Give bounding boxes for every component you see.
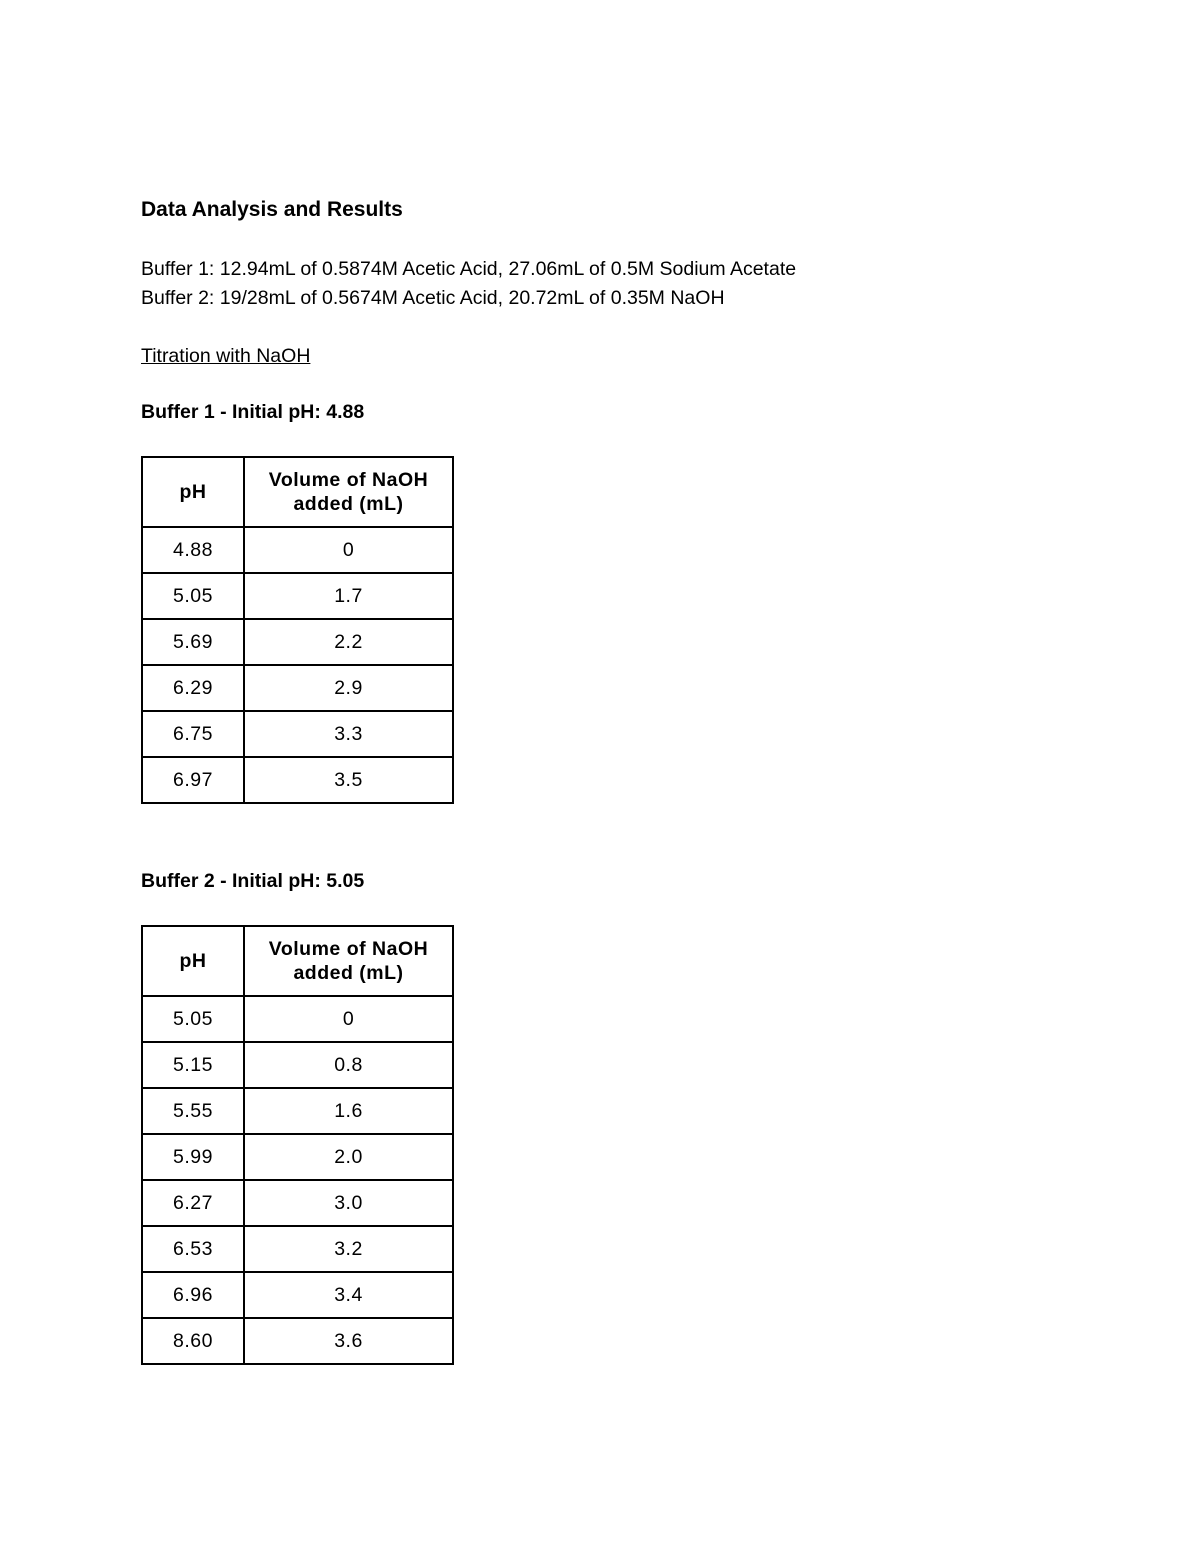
volume-cell: 3.6 — [244, 1318, 453, 1364]
table-row — [142, 1318, 453, 1364]
table-row — [142, 573, 453, 619]
ph-cell: 5.05 — [142, 573, 244, 619]
table-row — [142, 1088, 453, 1134]
ph-cell: 6.27 — [142, 1180, 244, 1226]
table-row — [142, 665, 453, 711]
volume-column-header — [244, 926, 453, 996]
volume-cell: 1.6 — [244, 1088, 453, 1134]
ph-cell: 6.53 — [142, 1226, 244, 1272]
table-row — [142, 619, 453, 665]
volume-cell: 3.4 — [244, 1272, 453, 1318]
volume-header-text: Volume of NaOH added (mL) — [268, 469, 429, 515]
ph-cell: 6.97 — [142, 757, 244, 803]
ph-cell: 5.69 — [142, 619, 244, 665]
volume-header-text: Volume of NaOH added (mL) — [268, 938, 429, 984]
ph-cell: 5.55 — [142, 1088, 244, 1134]
page-title: Data Analysis and Results — [141, 198, 403, 221]
ph-cell: 4.88 — [142, 527, 244, 573]
volume-cell: 0 — [244, 996, 453, 1042]
table-row — [142, 1042, 453, 1088]
buffer-2-caption: Buffer 2 - Initial pH: 5.05 — [141, 870, 365, 892]
ph-column-header: pH — [142, 926, 244, 996]
ph-cell: 5.99 — [142, 1134, 244, 1180]
volume-cell: 1.7 — [244, 573, 453, 619]
ph-cell: 5.15 — [142, 1042, 244, 1088]
volume-cell: 2.9 — [244, 665, 453, 711]
volume-cell: 0 — [244, 527, 453, 573]
table-row — [142, 1134, 453, 1180]
table-header-row — [142, 926, 453, 996]
volume-cell: 0.8 — [244, 1042, 453, 1088]
table-row — [142, 711, 453, 757]
table-row — [142, 1226, 453, 1272]
volume-column-header — [244, 457, 453, 527]
table-row — [142, 757, 453, 803]
table-row — [142, 527, 453, 573]
volume-cell: 3.2 — [244, 1226, 453, 1272]
table-header-row — [142, 457, 453, 527]
volume-cell: 3.3 — [244, 711, 453, 757]
ph-cell: 6.96 — [142, 1272, 244, 1318]
volume-cell: 2.2 — [244, 619, 453, 665]
buffer-1-table — [141, 456, 454, 804]
buffer-2-table — [141, 925, 454, 1365]
ph-cell: 6.75 — [142, 711, 244, 757]
ph-column-header: pH — [142, 457, 244, 527]
table-row — [142, 1180, 453, 1226]
buffer-1-description: Buffer 1: 12.94mL of 0.5874M Acetic Acid, 27.06mL of 0.5M Sodium Acetate — [141, 258, 797, 280]
section-heading-titration: Titration with NaOH — [141, 345, 311, 367]
volume-cell: 2.0 — [244, 1134, 453, 1180]
table-row — [142, 1272, 453, 1318]
ph-cell: 6.29 — [142, 665, 244, 711]
volume-cell: 3.5 — [244, 757, 453, 803]
table-row — [142, 996, 453, 1042]
ph-cell: 8.60 — [142, 1318, 244, 1364]
volume-cell: 3.0 — [244, 1180, 453, 1226]
ph-cell: 5.05 — [142, 996, 244, 1042]
buffer-1-caption: Buffer 1 - Initial pH: 4.88 — [141, 401, 365, 423]
buffer-2-description: Buffer 2: 19/28mL of 0.5674M Acetic Acid, 20.72mL of 0.35M NaOH — [141, 287, 725, 309]
